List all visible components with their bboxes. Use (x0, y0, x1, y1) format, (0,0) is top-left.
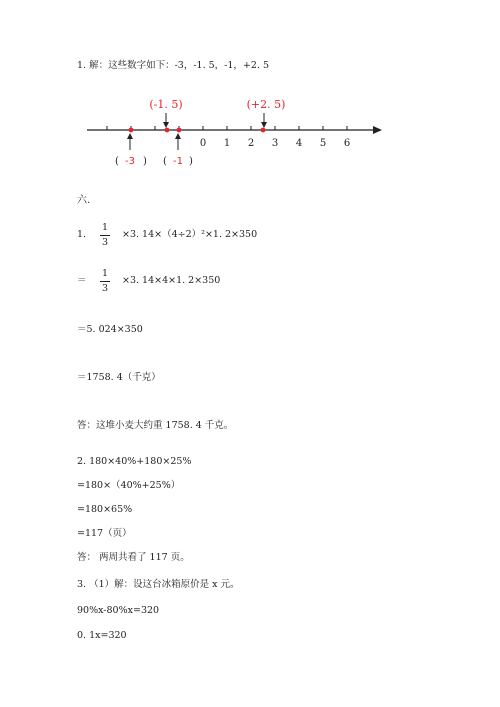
label-paren-right: ) (143, 156, 147, 167)
arrowhead-below-neg-3 (127, 133, 133, 139)
tick-label: 5 (319, 138, 327, 149)
q3-line3: =180×65% (77, 504, 133, 515)
label-paren-left-2: ( (163, 156, 167, 167)
q2-prefix: 1. (77, 229, 87, 240)
q4-line2: 90%x-80%x=320 (77, 605, 160, 616)
q4-line1: 3. （1）解：设这台冰箱原价是 x 元。 (77, 579, 240, 590)
q2-line2-rest: ×3. 14×4×1. 2×350 (122, 275, 221, 286)
label-pos-2-5: (+2. 5) (246, 98, 286, 111)
q3-answer: 答： 两周共看了 117 页。 (77, 552, 190, 563)
number-point (261, 128, 266, 133)
tick-label: 4 (295, 138, 303, 149)
q3-line1: 2. 180×40%+180×25% (77, 456, 192, 467)
q4-line3: 0. 1x=320 (77, 630, 127, 641)
q2-answer: 答：这堆小麦大约重 1758. 4 千克。 (77, 420, 234, 431)
label-neg-1-5: (-1. 5) (149, 98, 183, 111)
fraction-numerator: 1 (101, 222, 109, 233)
tick-label: 6 (343, 138, 351, 149)
q2-line4: ＝1758. 4（千克） (77, 372, 161, 383)
q3-line2: =180×（40%+25%） (77, 480, 181, 491)
axis-arrowhead (373, 126, 382, 134)
arrowhead-below-neg-1 (175, 133, 181, 139)
label-neg-1: -1 (173, 156, 183, 167)
q2-line2-prefix: ＝ (77, 275, 87, 286)
number-line-figure (0, 0, 500, 200)
fraction-numerator: 1 (101, 268, 109, 279)
number-point (177, 128, 182, 133)
q3-line4: =117（页） (77, 528, 132, 539)
q2-line3: ＝5. 024×350 (77, 324, 143, 335)
tick-label: 0 (199, 138, 207, 149)
arrowhead-above-pos-2-5 (261, 122, 267, 128)
section-heading: 六. (77, 195, 91, 206)
tick-label: 3 (271, 138, 279, 149)
number-point (129, 128, 134, 133)
label-neg-3: -3 (125, 156, 135, 167)
q2-fraction-2 (100, 269, 110, 293)
label-paren-right-2: ) (189, 156, 193, 167)
tick-label: 1 (223, 138, 231, 149)
q2-fraction-1 (100, 223, 110, 247)
fraction-denominator: 3 (101, 236, 109, 248)
arrowhead-above-neg-1-5 (163, 122, 169, 128)
fraction-denominator: 3 (101, 282, 109, 294)
number-point (165, 128, 170, 133)
label-paren-left: ( (115, 156, 119, 167)
q2-line1-rest: ×3. 14×（4÷2）²×1. 2×350 (122, 229, 258, 240)
tick-label: 2 (247, 138, 255, 149)
q1-text: 1. 解：这些数字如下：-3，-1. 5，-1，+2. 5 (77, 60, 270, 71)
